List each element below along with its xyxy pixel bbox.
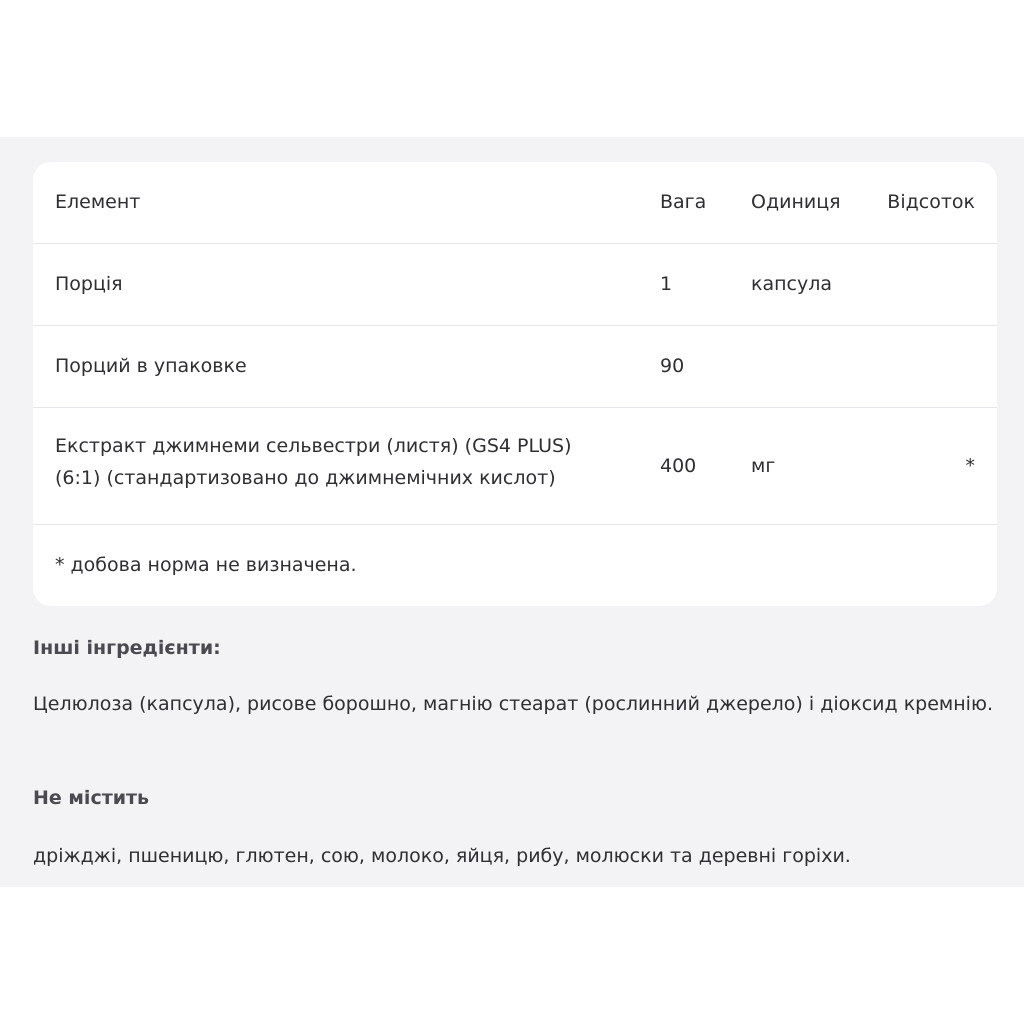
row-element: Порций в упаковке [55, 355, 247, 377]
table-header-row [33, 162, 997, 244]
header-percent: Відсоток [887, 191, 975, 213]
free-from-title: Не містить [33, 787, 150, 809]
row-weight: 400 [660, 455, 697, 477]
table-row [33, 326, 997, 408]
other-ingredients-text: Целюлоза (капсула), рисове борошно, магнію стеарат (рослинний джерело) і діоксид кремнію. [33, 693, 993, 715]
free-from-text: дріжджі, пшеницю, глютен, сою, молоко, яйця, рибу, молюски та деревні горіхи. [33, 845, 851, 867]
supplement-facts-table [33, 162, 997, 606]
header-unit: Одиниця [751, 191, 841, 213]
table-row [33, 408, 997, 525]
row-element: Екстракт джимнеми сельвестри (листя) (GS4 PLUS) (6:1) (стандартизовано до джимнемічних кислот) [55, 435, 572, 489]
row-element: Порція [55, 273, 123, 295]
header-element: Елемент [55, 191, 141, 213]
table-row [33, 244, 997, 326]
other-ingredients-title: Інші інгредієнти: [33, 637, 221, 659]
table-footnote: * добова норма не визначена. [55, 554, 357, 576]
row-unit: мг [751, 455, 776, 477]
row-percent: * [965, 455, 975, 477]
table-footnote-row [33, 525, 997, 606]
header-weight: Вага [660, 191, 707, 213]
row-weight: 90 [660, 355, 685, 377]
row-weight: 1 [660, 273, 673, 295]
row-unit: капсула [751, 273, 833, 295]
